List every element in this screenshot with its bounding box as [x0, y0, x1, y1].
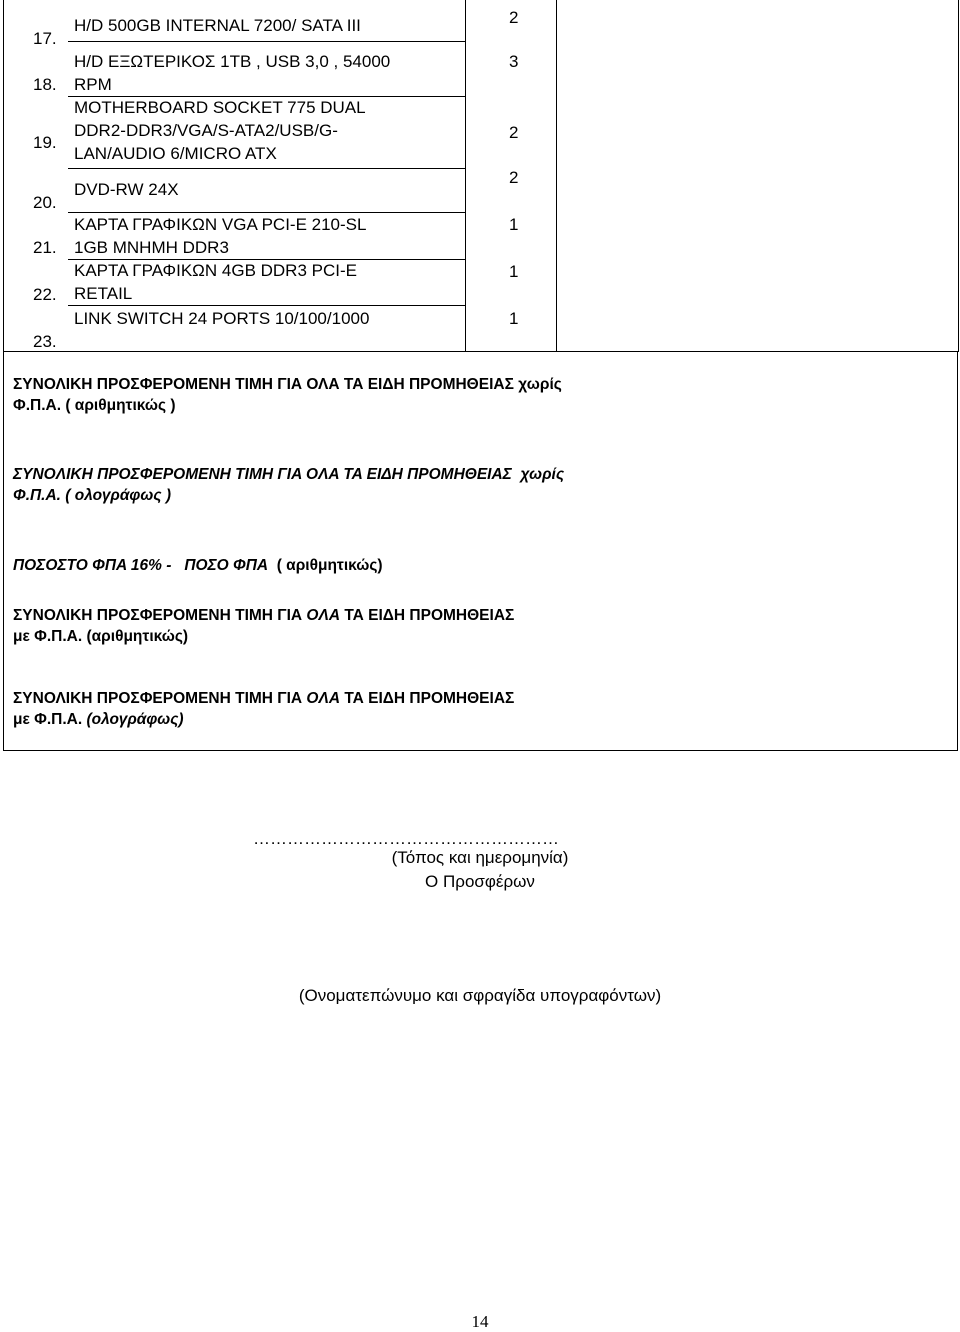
item-description: MOTHERBOARD SOCKET 775 DUAL: [74, 98, 366, 117]
vat-line: ΠΟΣΟΣΤΟ ΦΠΑ 16% - ΠΟΣΟ ΦΠΑ ( αριθμητικώς): [13, 557, 383, 574]
item-description: DVD-RW 24X: [74, 180, 179, 199]
total-with-vat-words-label: ΣΥΝΟΛΙΚΗ ΠΡΟΣΦΕΡΟΜΕΝΗ ΤΙΜΗ ΓΙΑ ΟΛΑ ΤΑ ΕΙΔΗ ΠΡΟΜΗΘΕΙΑΣ: [13, 690, 515, 707]
row-number: 21.: [33, 238, 57, 257]
signature-dots: ………………………………………………: [253, 829, 559, 848]
table-border-right: [958, 0, 959, 352]
total-no-vat-numeric-label-cont: Φ.Π.Α. ( αριθμητικώς ): [13, 397, 176, 414]
total-no-vat-numeric-label: ΣΥΝΟΛΙΚΗ ΠΡΟΣΦΕΡΟΜΕΝΗ ΤΙΜΗ ΓΙΑ ΟΛΑ ΤΑ ΕΙΔΗ ΠΡΟΜΗΘΕΙΑΣ χωρίς: [13, 376, 562, 393]
item-quantity: 3: [509, 52, 519, 71]
totals-box: [3, 352, 958, 751]
offerer-label: Ο Προσφέρων: [425, 872, 535, 891]
total-no-vat-words-label-cont: Φ.Π.Α. ( ολογράφως ): [13, 487, 171, 504]
item-description: 1GB ΜΝΗΜΗ DDR3: [74, 238, 229, 257]
item-quantity: 1: [509, 309, 519, 328]
row-number: 23.: [33, 332, 57, 351]
row-number: 17.: [33, 29, 57, 48]
row-number: 22.: [33, 285, 57, 304]
row-separator: [68, 41, 466, 42]
row-separator: [68, 168, 466, 169]
total-no-vat-words-label: ΣΥΝΟΛΙΚΗ ΠΡΟΣΦΕΡΟΜΕΝΗ ΤΙΜΗ ΓΙΑ ΟΛΑ ΤΑ ΕΙΔΗ ΠΡΟΜΗΘΕΙΑΣ χωρίς: [13, 466, 565, 483]
item-description: RETAIL: [74, 284, 133, 303]
total-with-vat-numeric-label-cont: με Φ.Π.Α. (αριθμητικώς): [13, 628, 189, 645]
item-description: LAN/AUDIO 6/MICRO ATX: [74, 144, 277, 163]
place-date-label: (Τόπος και ημερομηνία): [391, 848, 569, 867]
table-divider-price: [556, 0, 557, 352]
item-description: H/D 500GB INTERNAL 7200/ SATA III: [74, 16, 361, 35]
item-quantity: 1: [509, 215, 519, 234]
item-quantity: 2: [509, 168, 519, 187]
table-divider-qty: [465, 0, 466, 352]
row-number: 20.: [33, 193, 57, 212]
item-description: ΚΑΡΤΑ ΓΡΑΦΙΚΩΝ 4GB DDR3 PCI-E: [74, 261, 357, 280]
row-number: 19.: [33, 133, 57, 152]
item-quantity: 2: [509, 8, 519, 27]
item-description: ΚΑΡΤΑ ΓΡΑΦΙΚΩΝ VGA PCI-E 210-SL: [74, 215, 367, 234]
total-with-vat-words-label-cont: με Φ.Π.Α. (ολογράφως): [13, 711, 184, 728]
item-description: RPM: [74, 75, 112, 94]
item-description: DDR2-DDR3/VGA/S-ATA2/USB/G-: [74, 121, 338, 140]
name-stamp-label: (Ονοματεπώνυμο και σφραγίδα υπογραφόντων): [298, 986, 662, 1005]
row-number: 18.: [33, 75, 57, 94]
page-number: 14: [471, 1312, 489, 1331]
table-border-left: [3, 0, 4, 352]
item-description: LINK SWITCH 24 PORTS 10/100/1000: [74, 309, 370, 328]
row-separator: [68, 305, 466, 306]
item-description: H/D ΕΞΩΤΕΡΙΚΟΣ 1TB , USB 3,0 , 54000: [74, 52, 391, 71]
total-with-vat-numeric-label: ΣΥΝΟΛΙΚΗ ΠΡΟΣΦΕΡΟΜΕΝΗ ΤΙΜΗ ΓΙΑ ΟΛΑ ΤΑ ΕΙΔΗ ΠΡΟΜΗΘΕΙΑΣ: [13, 607, 515, 624]
item-quantity: 1: [509, 262, 519, 281]
item-quantity: 2: [509, 123, 519, 142]
